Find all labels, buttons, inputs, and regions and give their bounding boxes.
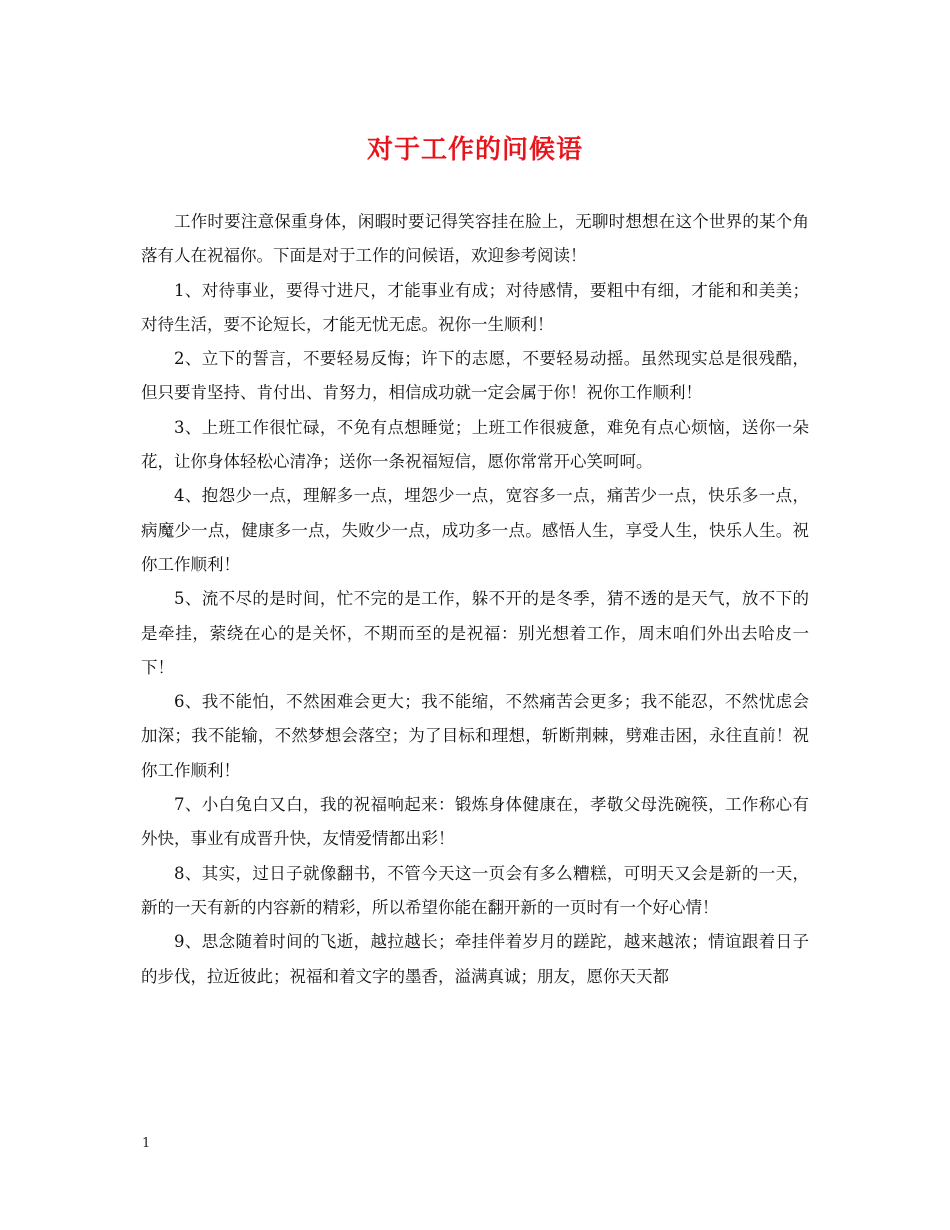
paragraph-9: 9、思念随着时间的飞逝，越拉越长；牵挂伴着岁月的蹉跎，越来越浓；情谊跟着日子的步伐，拉近彼此；祝福和着文字的墨香，溢满真诚；朋友，愿你天天都 — [141, 932, 809, 986]
document-title: 对于工作的问候语 — [366, 135, 583, 165]
paragraph-7: 7、小白兔白又白，我的祝福响起来：锻炼身体健康在，孝敬父母洗碗筷，工作称心有外快，事业有成晋升快，友情爱情都出彩！ — [141, 795, 809, 849]
paragraph-2: 2、立下的誓言，不要轻易反悔；许下的志愿，不要轻易动摇。虽然现实总是很残酷，但只要肯坚持、肯付出、肯努力，相信成功就一定会属于你！祝你工作顺利！ — [141, 349, 809, 403]
document-body — [141, 205, 809, 994]
paragraph-intro: 工作时要注意保重身体，闲暇时要记得笑容挂在脸上，无聊时想想在这个世界的某个角落有人在祝福你。下面是对于工作的问候语，欢迎参考阅读！ — [141, 212, 809, 266]
paragraph-3: 3、上班工作很忙碌，不免有点想睡觉；上班工作很疲惫，难免有点心烦恼，送你一朵花，让你身体轻松心清净；送你一条祝福短信，愿你常常开心笑呵呵。 — [141, 417, 809, 472]
paragraph-1: 1、对待事业，要得寸进尺，才能事业有成；对待感情，要粗中有细，才能和和美美；对待生活，要不论短长，才能无忧无虑。祝你一生顺利！ — [141, 280, 809, 334]
paragraph-8: 8、其实，过日子就像翻书，不管今天这一页会有多么糟糕，可明天又会是新的一天，新的一天有新的内容新的精彩，所以希望你能在翻开新的一页时有一个好心情！ — [141, 863, 809, 917]
paragraph-6: 6、我不能怕，不然困难会更大；我不能缩，不然痛苦会更多；我不能忍，不然忧虑会加深；我不能输，不然梦想会落空；为了目标和理想，斩断荆棘，劈难击困，永往直前！祝你工作顺利！ — [141, 692, 809, 780]
paragraph-4: 4、抱怨少一点，理解多一点，埋怨少一点，宽容多一点，痛苦少一点，快乐多一点，病魔少一点，健康多一点，失败少一点，成功多一点。感悟人生，享受人生，快乐人生。祝你工作顺利！ — [141, 486, 809, 574]
page-number: 1 — [142, 1136, 151, 1151]
paragraph-5: 5、流不尽的是时间，忙不完的是工作，躲不开的是冬季，猜不透的是天气，放不下的是牵挂，萦绕在心的是关怀，不期而至的是祝福：别光想着工作，周末咱们外出去哈皮一下！ — [141, 589, 809, 677]
